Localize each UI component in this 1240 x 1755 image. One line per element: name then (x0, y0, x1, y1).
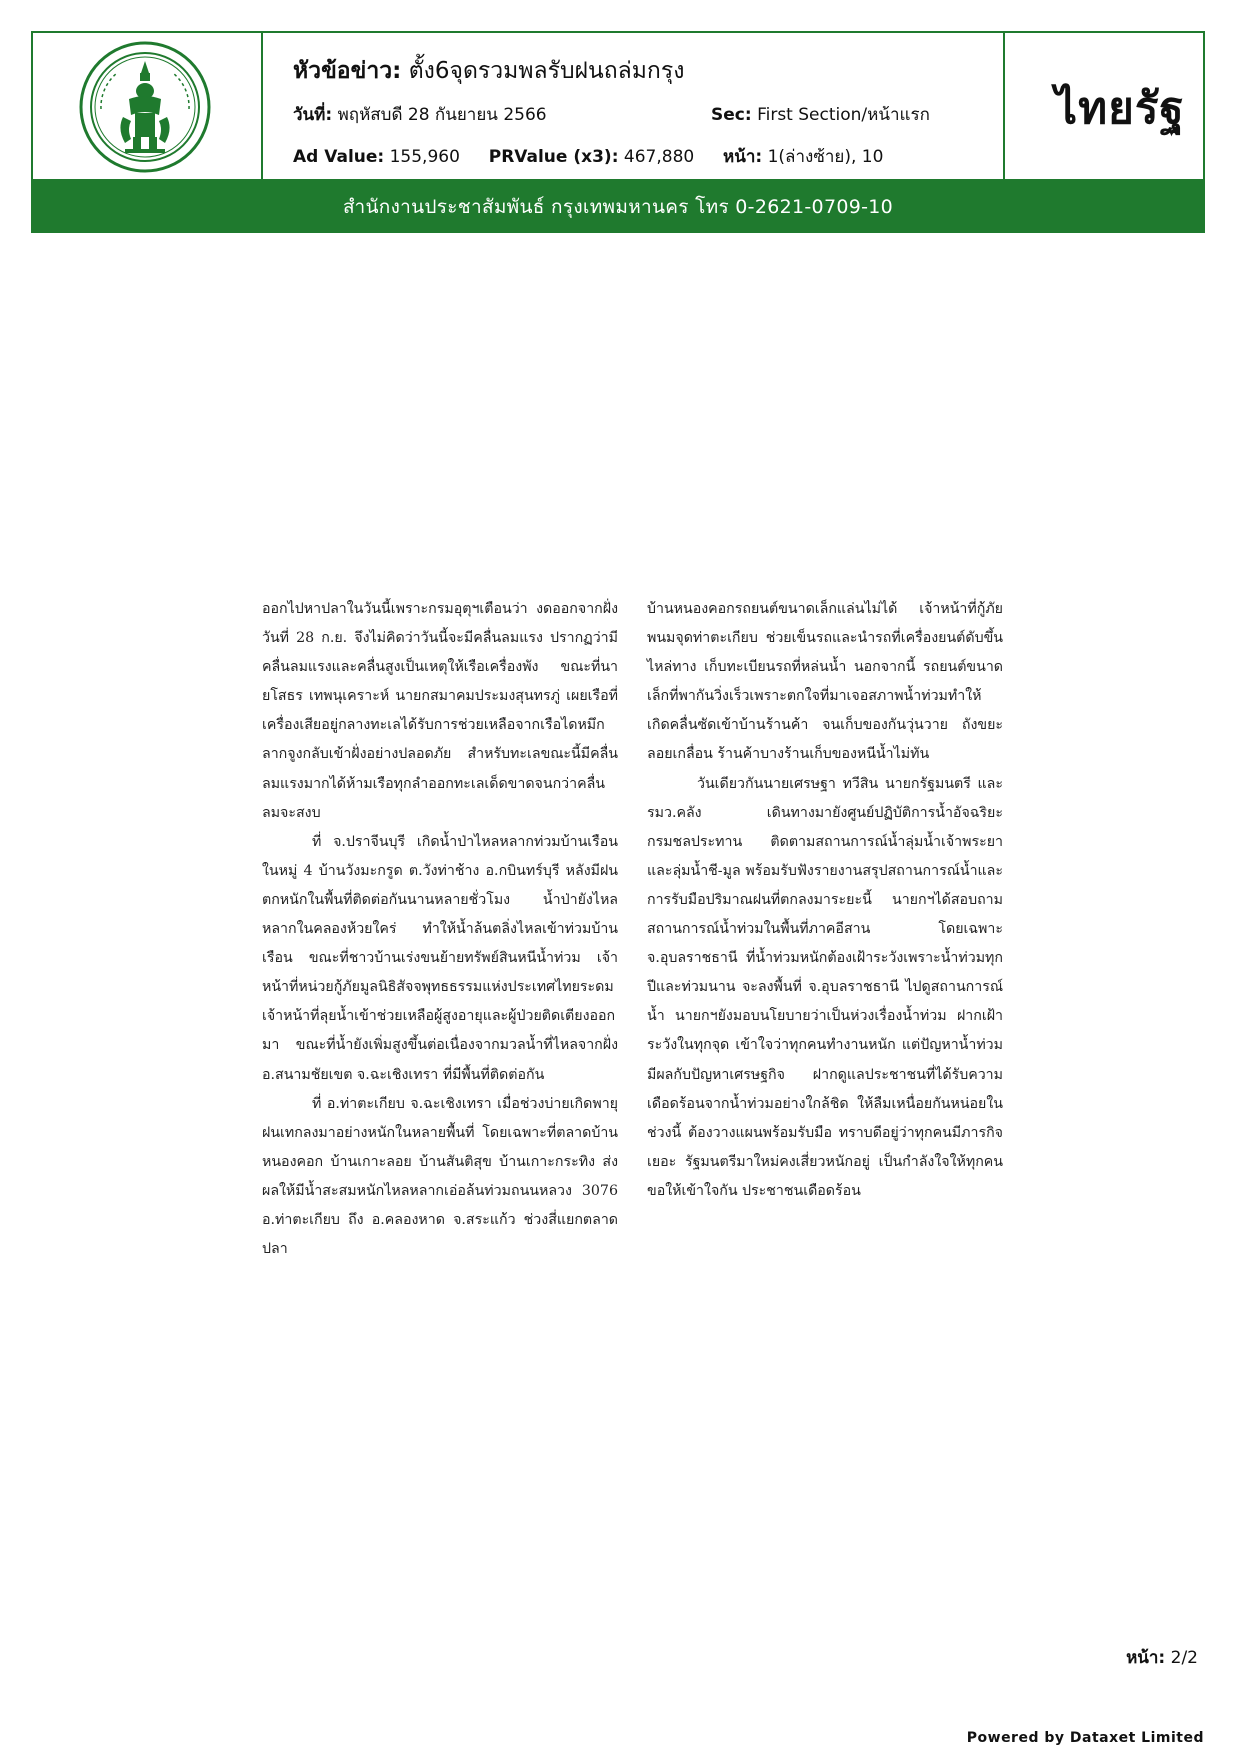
section-label: Sec: (711, 105, 752, 125)
pr-value: 467,880 (623, 147, 695, 167)
article-paragraph: บ้านหนองคอกรถยนต์ขนาดเล็กแล่นไม่ได้ เจ้าหน้าที่กู้ภัยพนมจุดท่าตะเกียบ ช่วยเข็นรถและนำรถที่เครื่องยนต์ดับขึ้นไหล่ทาง เก็บทะเบียนรถที่หล่นน้ำ นอกจากนี้ รถยนต์ขนาดเล็กที่พากันวิ่งเร็วเพราะตกใจที่มาเจอสภาพน้ำท่วมทำให้เกิดคลื่นซัดเข้าบ้านร้านค้า จนเก็บของกันวุ่นวาย ถังขยะลอยเกลื่อน ร้านค้าบางร้านเก็บของหนีน้ำไม่ทัน (647, 601, 1003, 763)
powered-by: Powered by Dataxet Limited (966, 1730, 1204, 1746)
ad-value: 155,960 (389, 147, 460, 167)
section-row (711, 101, 930, 128)
logo-cell (33, 33, 263, 179)
publication-brand-cell (1005, 33, 1205, 179)
page-number-label: หน้า: (1126, 1648, 1166, 1668)
bangkok-seal-icon (77, 39, 213, 175)
publication-logo: ไทยรัฐ (1055, 83, 1185, 134)
section-value: First Section/หน้าแรก (757, 105, 930, 125)
pr-value-label: PRValue (x3): (488, 147, 619, 167)
headline-row (293, 53, 684, 89)
values-row (293, 143, 883, 170)
article-column-left (262, 595, 618, 1264)
page-label: หน้า: (723, 147, 763, 167)
article-paragraph: วันเดียวกันนายเศรษฐา ทวีสิน นายกรัฐมนตรี และ รมว.คลัง เดินทางมายังศูนย์ปฏิบัติการน้ำอัจฉริยะ กรมชลประทาน ติดตามสถานการณ์น้ำลุ่มน้ำเจ้าพระยาและลุ่มน้ำชี-มูล พร้อมรับฟังรายงานสรุปสถานการณ์น้ำและการรับมือปริมาณฝนที่ตกลงมาระยะนี้ นายกฯได้สอบถามสถานการณ์น้ำท่วมในพื้นที่ภาคอีสาน โดยเฉพาะ จ.อุบลราชธานี ที่น้ำท่วมหนักต้องเฝ้าระวังเพราะน้ำท่วมทุกปีและท่วมนาน จะลงพื้นที่ จ.อุบลราชธานี ไปดูสถานการณ์น้ำ นายกฯยังมอบนโยบายว่าเป็นห่วงเรื่องน้ำท่วม ฝากเฝ้าระวังในทุกจุด เข้าใจว่าทุกคนทำงานหนัก แต่ปัญหาน้ำท่วมมีผลกับปัญหาเศรษฐกิจ ฝากดูแลประชาชนที่ได้รับความเดือดร้อนจากน้ำท่วมอย่างใกล้ชิด ให้ลืมเหนื่อยกันหน่อยในช่วงนี้ ต้องวางแผนพร้อมรับมือ ทราบดีอยู่ว่าทุกคนมีภารกิจเยอะ รัฐมนตรีมาใหม่คงเสี่ยวหนักอยู่ เป็นกำลังใจให้ทุกคนขอให้เข้าใจกัน ประชาชนเดือดร้อน (647, 775, 1003, 1199)
headline-text: ตั้ง6จุดรวมพลรับฝนถล่มกรุง (408, 58, 685, 84)
clipping-info (263, 33, 1005, 179)
contact-banner: สำนักงานประชาสัมพันธ์ กรุงเทพมหานคร โทร 0-2621-0709-10 (31, 181, 1205, 233)
date-value: พฤหัสบดี 28 กันยายน 2566 (337, 105, 547, 125)
article-paragraph: ที่ จ.ปราจีนบุรี เกิดน้ำป่าไหลหลากท่วมบ้านเรือนในหมู่ 4 บ้านวังมะกรูด ต.วังท่าช้าง อ.กบินทร์บุรี หลังมีฝนตกหนักในพื้นที่ติดต่อกันนานหลายชั่วโมง น้ำป่ายังไหลหลากในคลองห้วยใคร่ ทำให้น้ำล้นตลิ่งไหลเข้าท่วมบ้านเรือน ขณะที่ชาวบ้านเร่งขนย้ายทรัพย์สินหนีน้ำท่วม เจ้าหน้าที่หน่วยกู้ภัยมูลนิธิสัจจพุทธธรรมแห่งประเทศไทยระดมเจ้าหน้าที่ลุยน้ำเข้าช่วยเหลือผู้สูงอายุและผู้ป่วยติดเตียงออกมา ขณะที่น้ำยังเพิ่มสูงขึ้นต่อเนื่องจากมวลน้ำที่ไหลจากฝั่ง อ.สนามชัยเขต จ.ฉะเชิงเทรา ที่มีพื้นที่ติดต่อกัน (262, 833, 618, 1083)
clipping-header (31, 31, 1205, 181)
page-number-value: 2/2 (1170, 1648, 1198, 1668)
date-row (293, 101, 547, 128)
headline-label: หัวข้อข่าว: (293, 58, 402, 84)
date-label: วันที่: (293, 105, 333, 125)
article-paragraph: ออกไปหาปลาในวันนี้เพราะกรมอุตุฯเตือนว่า งดออกจากฝั่งวันที่ 28 ก.ย. จึงไม่คิดว่าวันนี้จะมีคลื่นลมแรง ปรากฏว่ามีคลื่นลมแรงและคลื่นสูงเป็นเหตุให้เรือเครื่องพัง ขณะที่นายโสธร เทพนุเคราะห์ นายกสมาคมประมงสุนทรภู่ เผยเรือที่เครื่องเสียอยู่กลางทะเลได้รับการช่วยเหลือจากเรือไดหมึกลากจูงกลับเข้าฝั่งอย่างปลอดภัย สำหรับทะเลขณะนี้มีคลื่นลมแรงมากได้ห้ามเรือทุกลำออกทะเลเด็ดขาดจนกว่าคลื่นลมจะสงบ (262, 601, 618, 821)
page-value: 1(ล่างซ้าย), 10 (767, 147, 884, 167)
ad-value-label: Ad Value: (293, 147, 385, 167)
article-paragraph: ที่ อ.ท่าตะเกียบ จ.ฉะเชิงเทรา เมื่อช่วงบ่ายเกิดพายุฝนเทกลงมาอย่างหนักในหลายพื้นที่ โดยเฉพาะที่ตลาดบ้านหนองคอก บ้านเกาะลอย บ้านสันติสุข บ้านเกาะกระทิง ส่งผลให้มีน้ำสะสมหนักไหลหลากเอ่อล้นท่วมถนนหลวง 3076 อ.ท่าตะเกียบ ถึง อ.คลองหาด จ.สระแก้ว ช่วงสี่แยกตลาดปลา (262, 1095, 618, 1258)
page-number (1126, 1644, 1198, 1671)
article-column-right (647, 595, 1003, 1206)
